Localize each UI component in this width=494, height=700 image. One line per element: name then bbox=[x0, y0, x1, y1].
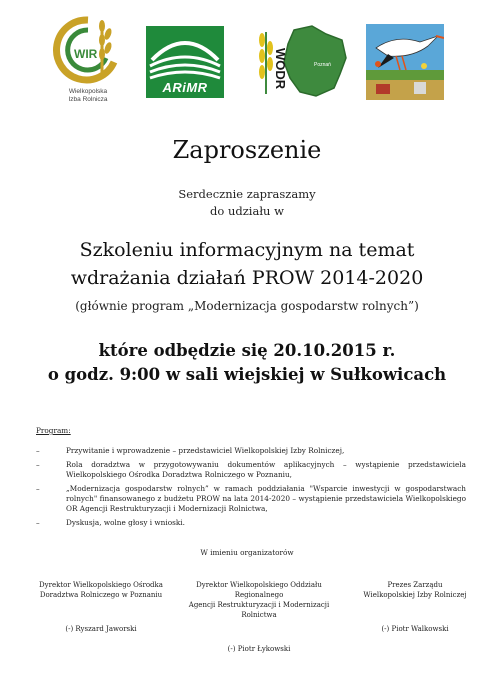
program-item bbox=[36, 460, 466, 480]
wir-logo bbox=[52, 14, 124, 110]
signatory-wodr bbox=[16, 580, 186, 634]
stork-icon bbox=[366, 24, 444, 100]
page-title: Zaproszenie bbox=[172, 136, 322, 164]
headline-subtitle: (głównie program „Modernizacja gospodarstw rolnych”) bbox=[75, 299, 419, 313]
signatory-name: (-) Ryszard Jaworski bbox=[65, 625, 137, 633]
signatory-role: Prezes Zarządu Wielkopolskiej Izby Rolniczej bbox=[363, 581, 467, 599]
wir-mark-text: WIR bbox=[74, 47, 98, 61]
program-item-text: Dyskusja, wolne głosy i wnioski. bbox=[66, 518, 185, 527]
signatory-name: (-) Piotr Walkowski bbox=[381, 625, 449, 633]
event-details bbox=[0, 339, 494, 387]
program-list bbox=[36, 446, 466, 528]
wodr-city-text: Poznań bbox=[314, 62, 331, 68]
greeting bbox=[0, 186, 494, 220]
program-item bbox=[36, 446, 466, 456]
wir-caption-line2: Izba Rolnicza bbox=[68, 96, 108, 103]
arimr-logo bbox=[146, 26, 224, 98]
program-item bbox=[36, 484, 466, 514]
dash-bullet: – bbox=[36, 518, 40, 527]
program-item-text: Rola doradztwa w przygotowywaniu dokumentów aplikacyjnych – wystąpienie przedstawiciela Wielkopolskiego Ośrodka Doradztwa Rolniczego w Poznaniu, bbox=[66, 460, 466, 479]
program-section bbox=[36, 426, 466, 532]
signatory-role: Dyrektor Wielkopolskiego Ośrodka Doradztwa Rolniczego w Poznaniu bbox=[39, 581, 163, 599]
signatory-arimr bbox=[174, 580, 344, 654]
signatory-wir bbox=[330, 580, 494, 634]
wodr-logo bbox=[254, 18, 350, 108]
arimr-text: ARiMR bbox=[162, 80, 208, 95]
program-item bbox=[36, 518, 466, 528]
event-place-line: o godz. 9:00 w sali wiejskiej w Sułkowicach bbox=[47, 365, 447, 384]
wir-caption-line1: Wielkopolska bbox=[68, 88, 108, 95]
stork-illustration bbox=[366, 24, 444, 100]
wodr-region-map-icon bbox=[254, 18, 350, 108]
headline-line2: wdrażania działań PROW 2014-2020 bbox=[70, 267, 424, 289]
event-date-line: które odbędzie się 20.10.2015 r. bbox=[98, 341, 396, 360]
field-arcs-icon bbox=[146, 26, 224, 82]
program-item-text: „Modernizacja gospodarstw rolnych” w ramach poddziałania "Wsparcie inwestycji w gospodarstwach rolnych" finansowanego z budżetu PROW na lata 2014-2020 – wystąpienie przedstawiciela Wielkopolskiego OR Agencji Restrukturyzacji i Modernizacji Rolnictwa, bbox=[66, 484, 466, 513]
signatory-name: (-) Piotr Łykowski bbox=[227, 645, 291, 653]
logo-bar bbox=[0, 10, 494, 110]
training-headline bbox=[0, 236, 494, 292]
wir-caption bbox=[52, 88, 124, 104]
wodr-vertical-text: WODR bbox=[273, 48, 288, 90]
dash-bullet: – bbox=[36, 484, 40, 493]
signatory-role: Dyrektor Wielkopolskiego Oddziału Regionalnego Agencji Restrukturyzacji i Modernizacji Rolnictwa bbox=[188, 581, 330, 619]
greeting-line1: Serdecznie zapraszamy bbox=[178, 187, 316, 201]
dash-bullet: – bbox=[36, 446, 40, 455]
signed-on-behalf: W imieniu organizatorów bbox=[200, 548, 294, 557]
program-item-text: Przywitanie i wprowadzenie – przedstawiciel Wielkopolskiej Izby Rolniczej, bbox=[66, 446, 345, 455]
wir-emblem-icon bbox=[52, 14, 124, 86]
dash-bullet: – bbox=[36, 460, 40, 469]
greeting-line2: do udziału w bbox=[210, 204, 284, 218]
headline-line1: Szkoleniu informacyjnym na temat bbox=[79, 239, 415, 261]
program-label: Program: bbox=[36, 426, 71, 435]
